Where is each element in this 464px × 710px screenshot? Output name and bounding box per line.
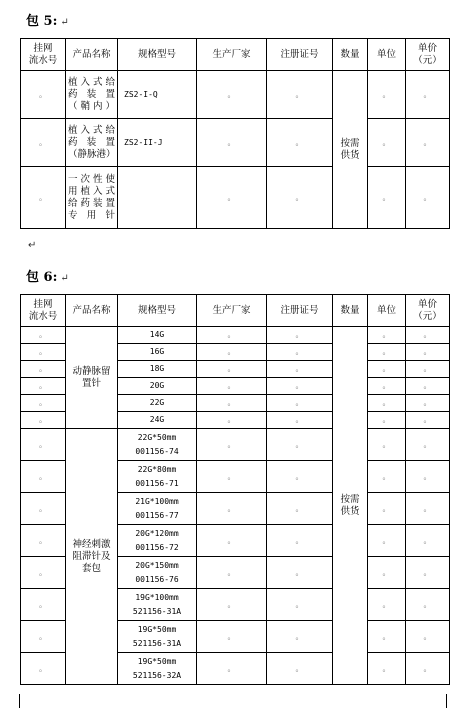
empty-cell-mark: 。: [21, 71, 66, 119]
empty-cell-mark: 。: [21, 525, 66, 557]
empty-cell-mark: 。: [21, 119, 66, 167]
empty-cell-mark: 。: [21, 557, 66, 589]
empty-cell-mark: 。: [267, 653, 333, 685]
empty-cell-mark: 。: [267, 429, 333, 461]
empty-cell-mark: 。: [368, 327, 406, 344]
empty-cell-mark: 。: [197, 344, 267, 361]
product-name-cell: 一次性使用植入式给药装置专用针: [66, 167, 118, 229]
empty-cell-mark: 。: [21, 429, 66, 461]
empty-cell-mark: 。: [197, 395, 267, 412]
empty-cell-mark: 。: [197, 557, 267, 589]
empty-cell-mark: 。: [267, 557, 333, 589]
empty-cell-mark: 。: [197, 327, 267, 344]
empty-cell-mark: 。: [197, 412, 267, 429]
column-header: 挂网 流水号: [21, 295, 66, 327]
column-header: 规格型号: [118, 39, 197, 71]
empty-cell-mark: 。: [406, 395, 450, 412]
empty-cell-mark: 。: [267, 378, 333, 395]
model-cell: 22G*80mm 001156-71: [118, 461, 197, 493]
model-cell: ZS2-I-Q: [118, 71, 197, 119]
empty-cell-mark: 。: [197, 167, 267, 229]
column-header: 注册证号: [267, 39, 333, 71]
empty-cell-mark: 。: [197, 461, 267, 493]
empty-cell-mark: 。: [267, 493, 333, 525]
empty-cell-mark: 。: [368, 71, 406, 119]
empty-cell-mark: 。: [406, 621, 450, 653]
column-header: 单位: [368, 39, 406, 71]
empty-cell-mark: 。: [197, 493, 267, 525]
empty-cell-mark: 。: [267, 344, 333, 361]
paragraph-mark: ↵: [28, 240, 37, 251]
column-header: 数量: [333, 295, 368, 327]
empty-cell-mark: 。: [21, 621, 66, 653]
empty-cell-mark: 。: [197, 621, 267, 653]
empty-cell-mark: 。: [267, 461, 333, 493]
empty-cell-mark: 。: [197, 119, 267, 167]
empty-cell-mark: 。: [368, 525, 406, 557]
empty-cell-mark: 。: [197, 378, 267, 395]
empty-cell-mark: 。: [368, 344, 406, 361]
empty-cell-mark: 。: [368, 461, 406, 493]
empty-cell-mark: 。: [406, 557, 450, 589]
page-corner-mark: [446, 694, 455, 708]
empty-cell-mark: 。: [368, 429, 406, 461]
quantity-cell: 按需供货: [333, 327, 368, 685]
empty-cell-mark: 。: [406, 119, 450, 167]
empty-cell-mark: 。: [406, 327, 450, 344]
model-cell: 20G*120mm 001156-72: [118, 525, 197, 557]
empty-cell-mark: 。: [21, 461, 66, 493]
empty-cell-mark: 。: [406, 71, 450, 119]
empty-cell-mark: 。: [368, 395, 406, 412]
package-6-heading: 包 6: ↵: [26, 270, 69, 285]
empty-cell-mark: 。: [197, 429, 267, 461]
empty-cell-mark: 。: [267, 327, 333, 344]
empty-cell-mark: 。: [267, 621, 333, 653]
column-header: 单价 （元）: [406, 39, 450, 71]
empty-cell-mark: 。: [197, 589, 267, 621]
empty-cell-mark: 。: [406, 167, 450, 229]
empty-cell-mark: 。: [368, 412, 406, 429]
column-header: 产品名称: [66, 39, 118, 71]
empty-cell-mark: 。: [197, 653, 267, 685]
table-row: [21, 327, 450, 344]
empty-cell-mark: 。: [406, 493, 450, 525]
empty-cell-mark: 。: [368, 589, 406, 621]
column-header: 单价 （元）: [406, 295, 450, 327]
empty-cell-mark: 。: [368, 361, 406, 378]
empty-cell-mark: 。: [267, 395, 333, 412]
page-corner-mark: [11, 694, 20, 708]
empty-cell-mark: 。: [21, 361, 66, 378]
empty-cell-mark: 。: [197, 361, 267, 378]
column-header: 数量: [333, 39, 368, 71]
empty-cell-mark: 。: [368, 119, 406, 167]
empty-cell-mark: 。: [21, 589, 66, 621]
product-name-cell: 植入式给药装置（鞘内）: [66, 71, 118, 119]
model-cell: 24G: [118, 412, 197, 429]
empty-cell-mark: 。: [368, 621, 406, 653]
empty-cell-mark: 。: [267, 412, 333, 429]
table-header-row: [21, 295, 450, 327]
empty-cell-mark: 。: [21, 653, 66, 685]
product-name-cell: 动静脉留置针: [66, 327, 118, 429]
empty-cell-mark: 。: [406, 429, 450, 461]
empty-cell-mark: 。: [406, 378, 450, 395]
column-header: 单位: [368, 295, 406, 327]
empty-cell-mark: 。: [21, 395, 66, 412]
package-5-heading: 包 5: ↵: [26, 14, 69, 29]
empty-cell-mark: 。: [368, 653, 406, 685]
empty-cell-mark: 。: [368, 557, 406, 589]
column-header: 生产厂家: [197, 295, 267, 327]
empty-cell-mark: 。: [197, 525, 267, 557]
model-cell: 22G: [118, 395, 197, 412]
empty-cell-mark: 。: [406, 461, 450, 493]
empty-cell-mark: 。: [368, 493, 406, 525]
table-row: [21, 71, 450, 119]
model-cell: [118, 167, 197, 229]
model-cell: 19G*50mm 521156-31A: [118, 621, 197, 653]
table-row: [21, 119, 450, 167]
model-cell: 14G: [118, 327, 197, 344]
model-cell: 22G*50mm 001156-74: [118, 429, 197, 461]
empty-cell-mark: 。: [406, 589, 450, 621]
empty-cell-mark: 。: [267, 361, 333, 378]
empty-cell-mark: 。: [267, 525, 333, 557]
empty-cell-mark: 。: [267, 71, 333, 119]
empty-cell-mark: 。: [21, 378, 66, 395]
empty-cell-mark: 。: [197, 71, 267, 119]
empty-cell-mark: 。: [406, 653, 450, 685]
empty-cell-mark: 。: [406, 344, 450, 361]
model-cell: 19G*50mm 521156-32A: [118, 653, 197, 685]
model-cell: 20G*150mm 001156-76: [118, 557, 197, 589]
product-name-cell: 神经刺激阻滞针及套包: [66, 429, 118, 685]
column-header: 生产厂家: [197, 39, 267, 71]
package-6-table: [20, 294, 450, 685]
table-row: [21, 167, 450, 229]
model-cell: 18G: [118, 361, 197, 378]
table-header-row: [21, 39, 450, 71]
package-5-table: [20, 38, 450, 229]
model-cell: 20G: [118, 378, 197, 395]
model-cell: 21G*100mm 001156-77: [118, 493, 197, 525]
empty-cell-mark: 。: [21, 412, 66, 429]
empty-cell-mark: 。: [21, 167, 66, 229]
empty-cell-mark: 。: [368, 167, 406, 229]
empty-cell-mark: 。: [267, 589, 333, 621]
product-name-cell: 植入式给药装置（静脉港）: [66, 119, 118, 167]
empty-cell-mark: 。: [21, 344, 66, 361]
table-row: [21, 429, 450, 461]
model-cell: 16G: [118, 344, 197, 361]
model-cell: ZS2-II-J: [118, 119, 197, 167]
empty-cell-mark: 。: [406, 361, 450, 378]
quantity-cell: 按需供货: [333, 71, 368, 229]
column-header: 产品名称: [66, 295, 118, 327]
empty-cell-mark: 。: [267, 167, 333, 229]
empty-cell-mark: 。: [267, 119, 333, 167]
column-header: 挂网 流水号: [21, 39, 66, 71]
column-header: 注册证号: [267, 295, 333, 327]
empty-cell-mark: 。: [406, 525, 450, 557]
empty-cell-mark: 。: [21, 493, 66, 525]
empty-cell-mark: 。: [21, 327, 66, 344]
empty-cell-mark: 。: [368, 378, 406, 395]
empty-cell-mark: 。: [406, 412, 450, 429]
column-header: 规格型号: [118, 295, 197, 327]
model-cell: 19G*100mm 521156-31A: [118, 589, 197, 621]
